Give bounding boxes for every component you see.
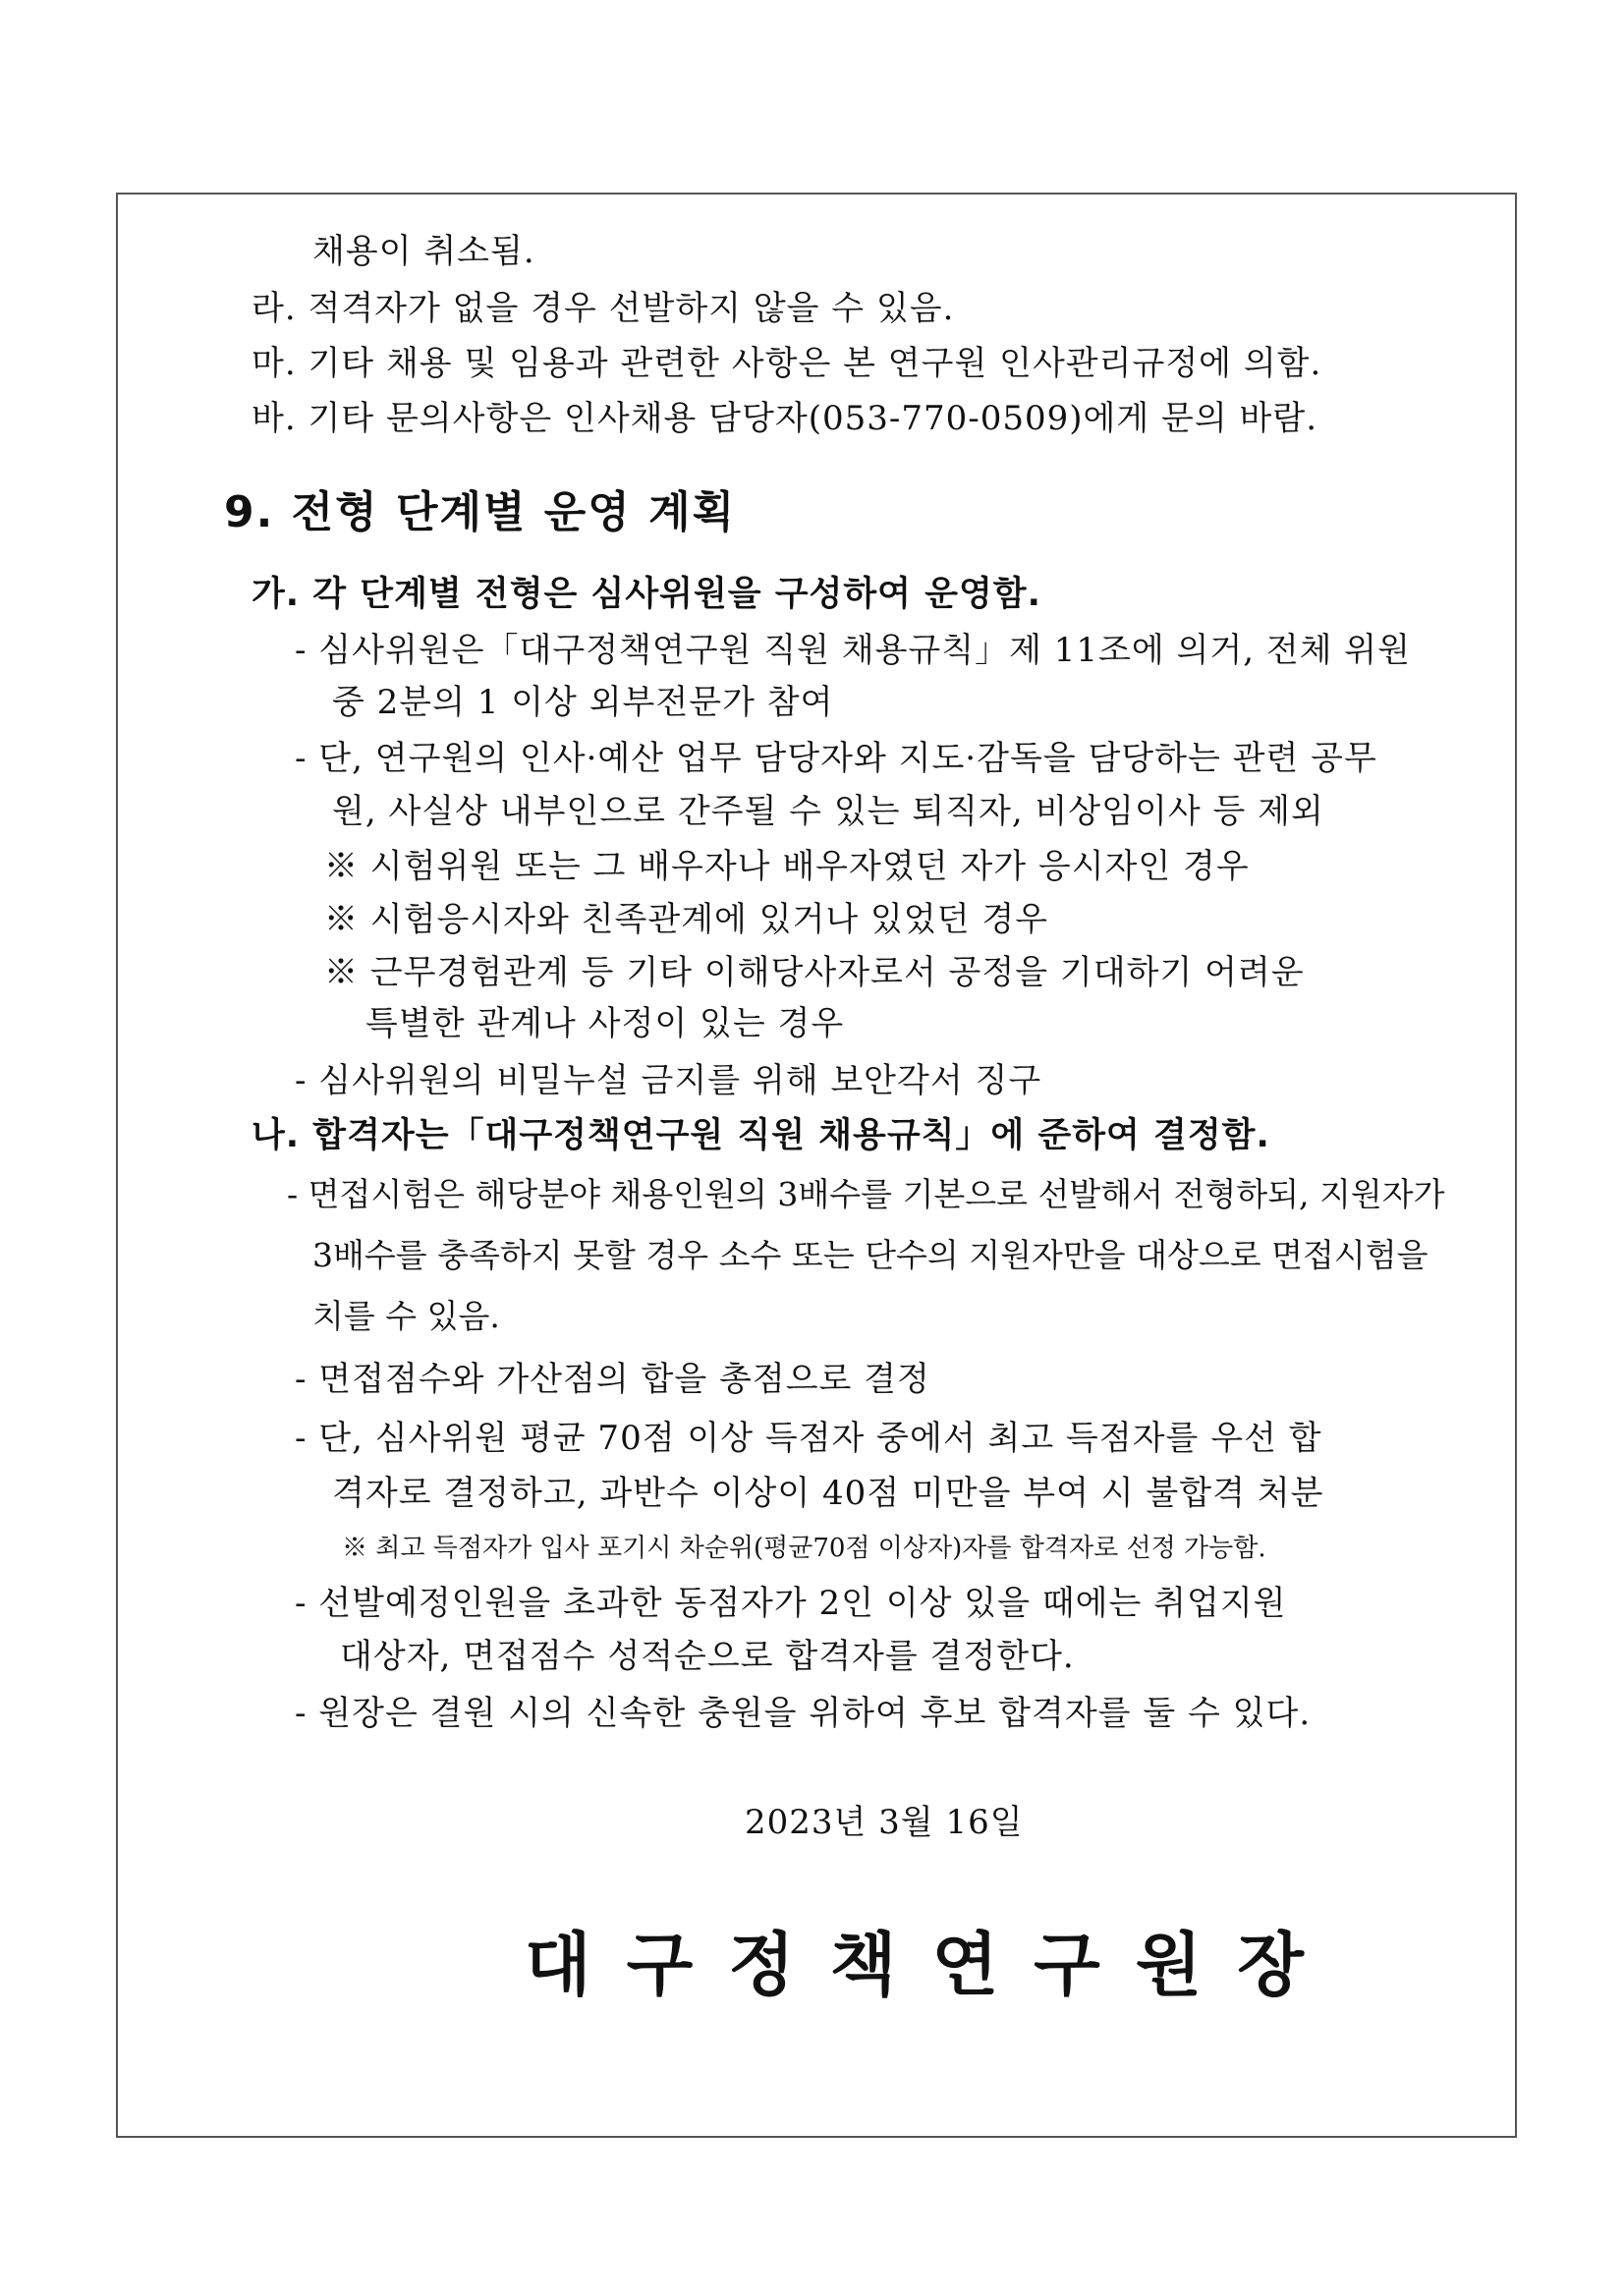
ga-bullet-1-line-1: - 심사위원은「대구정책연구원 직원 채용규칙」제 11조에 의거, 전체 위원 xyxy=(295,631,1411,670)
na-bullet-1-line-1: - 면접시험은 해당분야 채용인원의 3배수를 기본으로 선발해서 전형하되, 지원자가 xyxy=(287,1175,1445,1213)
document-frame xyxy=(116,193,1517,2138)
subsection-ga-heading: 가. 각 단계별 전형은 심사위원을 구성하여 운영함. xyxy=(252,575,1041,614)
ga-bullet-2-line-2: 원, 사실상 내부인으로 간주될 수 있는 퇴직자, 비상임이사 등 제외 xyxy=(332,792,1324,831)
ga-bullet-1-line-2: 중 2분의 1 이상 외부전문가 참여 xyxy=(332,683,834,722)
na-bullet-4-line-2: 대상자, 면접점수 성적순으로 합격자를 결정한다. xyxy=(340,1637,1075,1676)
ga-note-3-line-1: ※ 근무경험관계 등 기타 이해당사자로서 공정을 기대하기 어려운 xyxy=(324,953,1305,992)
na-bullet-3-line-1: - 단, 심사위원 평균 70점 이상 득점자 중에서 최고 득점자를 우선 합 xyxy=(295,1419,1322,1458)
ga-note-3-line-2: 특별한 관계나 사정이 있는 경우 xyxy=(365,1004,845,1043)
ga-note-2: ※ 시험응시자와 친족관계에 있거나 있었던 경우 xyxy=(324,900,1049,939)
ga-bullet-3: - 심사위원의 비밀누설 금지를 위해 보안각서 징구 xyxy=(295,1061,1042,1100)
ga-bullet-2-line-1: - 단, 연구원의 인사·예산 업무 담당자와 지도·감독을 담당하는 관련 공무 xyxy=(295,739,1377,778)
subsection-na-heading: 나. 합격자는「대구정책연구원 직원 채용규칙」에 준하여 결정함. xyxy=(252,1116,1270,1155)
note-ra: 라. 적격자가 없을 경우 선발하지 않을 수 있음. xyxy=(252,289,955,328)
na-bullet-3-line-2: 격자로 결정하고, 과반수 이상이 40점 미만을 부여 시 불합격 처분 xyxy=(332,1474,1324,1513)
na-bullet-5: - 원장은 결원 시의 신속한 충원을 위하여 후보 합격자를 둘 수 있다. xyxy=(295,1694,1312,1733)
note-ma: 마. 기타 채용 및 임용과 관련한 사항은 본 연구원 인사관리규정에 의함. xyxy=(252,344,1322,383)
na-bullet-2: - 면접점수와 가산점의 합을 총점으로 결정 xyxy=(295,1360,930,1399)
na-note: ※ 최고 득점자가 입사 포기시 차순위(평균70점 이상자)자를 합격자로 선정 가능함. xyxy=(342,1534,1266,1563)
document-date: 2023년 3월 16일 xyxy=(745,1803,1024,1842)
na-bullet-1-line-2: 3배수를 충족하지 못할 경우 소수 또는 단수의 지원자만을 대상으로 면접시험을 xyxy=(312,1236,1428,1274)
na-bullet-4-line-1: - 선발예정인원을 초과한 동점자가 2인 이상 있을 때에는 취업지원 xyxy=(295,1584,1287,1623)
section-title: 9. 전형 단계별 운영 계획 xyxy=(224,487,737,537)
ga-note-1: ※ 시험위원 또는 그 배우자나 배우자였던 자가 응시자인 경우 xyxy=(324,847,1250,886)
na-bullet-1-line-3: 치를 수 있음. xyxy=(312,1297,500,1335)
note-ba: 바. 기타 문의사항은 인사채용 담당자(053-770-0509)에게 문의 바람. xyxy=(252,399,1318,438)
issuer-signature: 대구정책연구원장 xyxy=(525,1925,1339,2005)
continued-text: 채용이 취소됨. xyxy=(312,232,535,271)
